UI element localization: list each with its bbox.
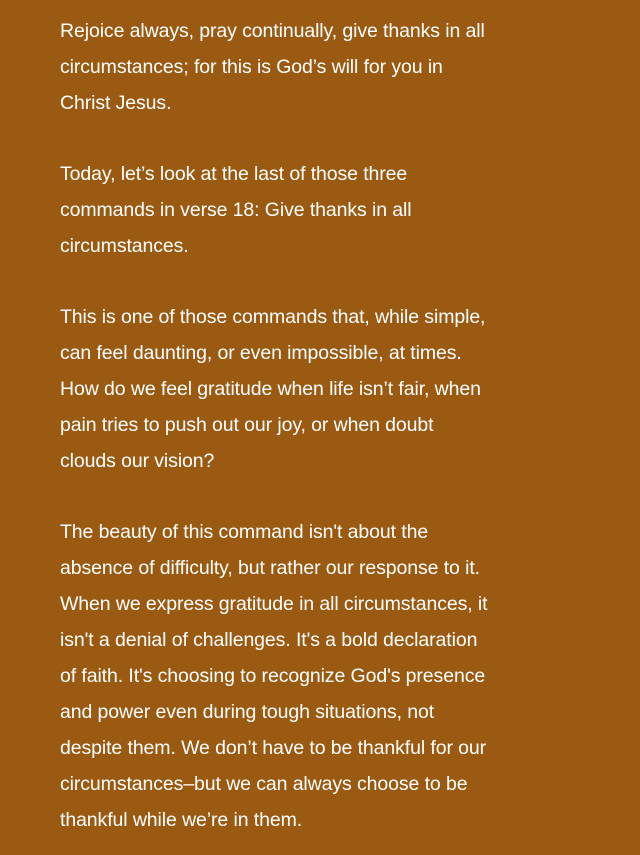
text-line: The beauty of this command isn't about the	[60, 521, 429, 543]
text-line: absence of difficulty, but rather our response to it.	[60, 557, 480, 579]
text-line: circumstances–but we can always choose to be	[60, 773, 468, 795]
text-line: isn't a denial of challenges. It's a bold declaration	[60, 629, 478, 651]
text-line: Today, let’s look at the last of those three	[60, 163, 408, 185]
text-line: pain tries to push out our joy, or when doubt	[60, 414, 434, 436]
text-line: How do we feel gratitude when life isn’t fair, when	[60, 378, 481, 400]
text-line: Christ Jesus.	[60, 92, 172, 114]
text-line: Rejoice always, pray continually, give thanks in all	[60, 20, 485, 42]
scripture-paragraph	[60, 13, 600, 121]
intro-paragraph	[60, 156, 600, 264]
question-paragraph	[60, 299, 600, 479]
text-line: circumstances.	[60, 235, 189, 257]
text-line: When we express gratitude in all circumstances, it	[60, 593, 488, 615]
text-line: despite them. We don’t have to be thankful for our	[60, 737, 487, 759]
text-line: thankful while we’re in them.	[60, 809, 303, 831]
text-line: of faith. It's choosing to recognize God's presence	[60, 665, 486, 687]
text-line: commands in verse 18: Give thanks in all	[60, 199, 412, 221]
text-line: and power even during tough situations, not	[60, 701, 435, 723]
text-line: circumstances; for this is God’s will for you in	[60, 56, 443, 78]
text-line: clouds our vision?	[60, 450, 215, 472]
text-line: can feel daunting, or even impossible, at times.	[60, 342, 462, 364]
text-line: This is one of those commands that, while simple,	[60, 306, 486, 328]
reflection-paragraph	[60, 514, 600, 838]
